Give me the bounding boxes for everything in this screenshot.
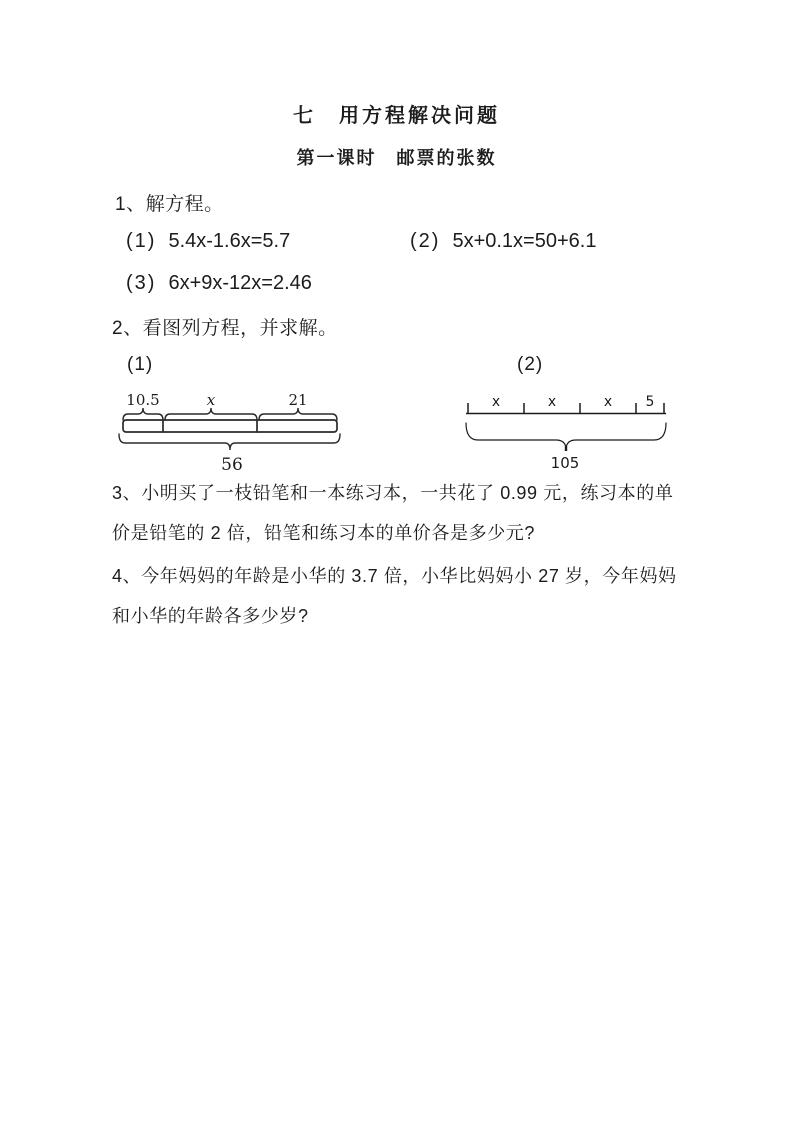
segment-label: x [206, 391, 216, 409]
overbrace-icon [259, 408, 337, 420]
question-2-part2-label: (2) [517, 354, 544, 375]
equation-2-expression: 5x+0.1x=50+6.1 [452, 230, 597, 252]
segment-label: x [603, 394, 613, 410]
segment-label: x [547, 394, 557, 410]
question-4-line2: 和小华的年龄各多少岁? [112, 606, 309, 626]
equation-2 [410, 230, 596, 253]
underbrace-icon [119, 434, 340, 450]
overbrace-icon [123, 408, 163, 420]
question-1-label: 1、解方程。 [115, 194, 224, 215]
equation-1-number: (1) [126, 230, 157, 252]
question-3-line1: 3、小明买了一枝铅笔和一本练习本，一共花了 0.99 元，练习本的单 [112, 483, 674, 503]
overbrace-icon [165, 408, 257, 420]
segment-label: 21 [288, 391, 308, 409]
question-3-line2: 价是铅笔的 2 倍，铅笔和练习本的单价各是多少元? [112, 523, 536, 543]
segment-label: 10.5 [126, 391, 160, 409]
segment-label: 5 [645, 394, 655, 410]
underbrace-icon [466, 423, 666, 448]
segment-label: x [491, 394, 501, 410]
total-label: 56 [221, 455, 243, 475]
page-subtitle: 第一课时 邮票的张数 [296, 148, 497, 168]
page-title: 七 用方程解决问题 [293, 105, 500, 127]
segment-bar [123, 420, 337, 432]
equation-3 [126, 272, 312, 295]
line-diagram-2 [460, 390, 672, 474]
equation-2-number: (2) [410, 230, 441, 252]
bar-diagram-1 [116, 383, 348, 475]
question-2-label: 2、看图列方程，并求解。 [112, 318, 338, 339]
question-4-line1: 4、今年妈妈的年龄是小华的 3.7 倍，小华比妈妈小 27 岁，今年妈妈 [112, 566, 677, 586]
equation-1-expression: 5.4x-1.6x=5.7 [168, 230, 291, 252]
total-label: 105 [550, 454, 580, 472]
equation-3-expression: 6x+9x-12x=2.46 [168, 272, 312, 294]
question-2-part1-label: (1) [127, 354, 154, 375]
equation-3-number: (3) [126, 272, 157, 294]
equation-1 [126, 230, 290, 253]
